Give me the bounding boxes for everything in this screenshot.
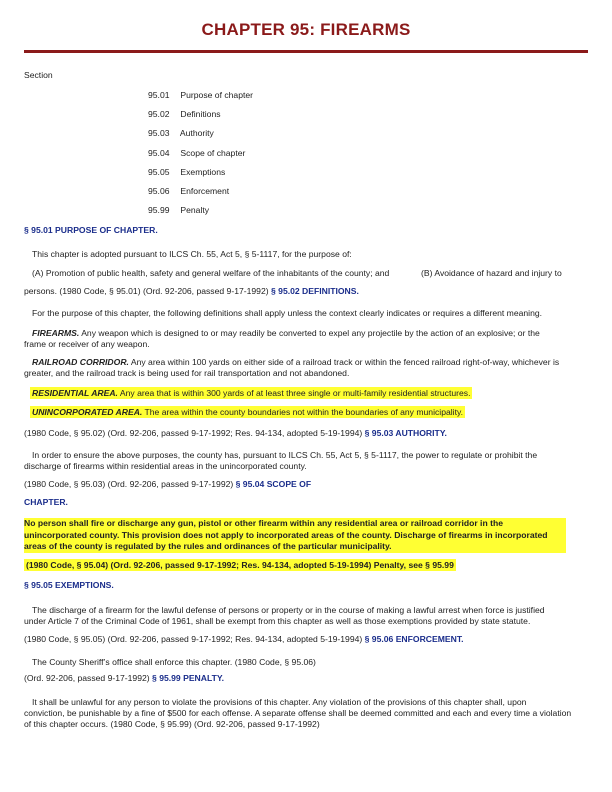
toc-number: 95.01: [148, 90, 170, 100]
scope-text-line: areas of the county is regulated by the rules and ordinances of the particular municipality.: [24, 541, 392, 551]
highlight-residential-area: [30, 387, 472, 399]
section-heading-95-04: § 95.04 SCOPE OF: [235, 479, 312, 489]
section-heading-95-05: § 95.05 EXEMPTIONS.: [24, 580, 114, 590]
purpose-intro: This chapter is adopted pursuant to ILCS Ch. 55, Act 5, § 5-1117, for the purpose of:: [32, 249, 352, 259]
toc-number: 95.03: [148, 128, 170, 138]
section-heading-95-01: § 95.01 PURPOSE OF CHAPTER.: [24, 225, 158, 235]
definitions-intro: For the purpose of this chapter, the following definitions shall apply unless the context clearly indicates or requires a different meaning.: [32, 308, 543, 318]
purpose-citation: persons. (1980 Code, § 95.01) (Ord. 92-206, passed 9-17-1992): [24, 286, 269, 296]
penalty-text-cont2: of this chapter occurs. (1980 Code, § 95.99) (Ord. 92-206, passed 9-17-1992): [24, 719, 320, 729]
section-heading-95-03: § 95.03 AUTHORITY.: [364, 428, 447, 438]
toc-number: 95.05: [148, 167, 170, 177]
enforcement-text: The County Sheriff’s office shall enforce this chapter. (1980 Code, § 95.06): [32, 657, 316, 667]
section-heading-95-99: § 95.99 PENALTY.: [152, 673, 224, 683]
toc-item[interactable]: [148, 205, 209, 216]
term-railroad-corridor: RAILROAD CORRIDOR.: [32, 357, 129, 367]
definition-unincorporated-area: The area within the county boundaries not within the boundaries of any municipality.: [144, 407, 464, 417]
highlight-unincorporated-area: [30, 406, 465, 418]
toc-label: Scope of chapter: [180, 148, 246, 158]
authority-text-cont: discharge of firearms within residential areas in the unincorporated county.: [24, 461, 307, 471]
scope-highlight-block: [24, 518, 566, 553]
toc-number: 95.99: [148, 205, 170, 215]
penalty-text-cont: conviction, be punishable by a fine of $500 for each offense. A separate offense shall be deemed committed and each and every time a violation: [24, 708, 572, 718]
term-unincorporated-area: UNINCORPORATED AREA.: [32, 407, 143, 417]
definition-railroad-corridor: Any area within 100 yards on either side of a railroad track or within the fenced railroad right-of-way, whichever is: [130, 357, 560, 367]
toc-label: Enforcement: [180, 186, 230, 196]
toc-number: 95.04: [148, 148, 170, 158]
toc-label: Penalty: [180, 205, 210, 215]
page-title: CHAPTER 95: FIREARMS: [201, 20, 411, 39]
term-firearms: FIREARMS.: [32, 328, 80, 338]
exemptions-text: The discharge of a firearm for the lawful defense of persons or property or in the course of making a lawful arrest when force is justified: [32, 605, 545, 615]
enforcement-citation: (Ord. 92-206, passed 9-17-1992): [24, 673, 150, 683]
definition-firearms: Any weapon which is designed to or may readily be converted to expel any projectile by the action of an explosive; or the: [81, 328, 540, 338]
toc-label: Exemptions: [180, 167, 226, 177]
penalty-text: It shall be unlawful for any person to violate the provisions of this chapter. Any violation of the provisions of this chapter shall, upon: [32, 697, 527, 707]
section-heading-95-02: § 95.02 DEFINITIONS.: [271, 286, 359, 296]
authority-citation: (1980 Code, § 95.03) (Ord. 92-206, passed 9-17-1992): [24, 479, 234, 489]
purpose-item-b: (B) Avoidance of hazard and injury to: [421, 268, 562, 278]
scope-text-line: unincorporated county. This provision does not apply to incorporated areas of the county. Discharge of firearms in incorporated: [24, 529, 548, 540]
section-label: Section: [24, 70, 53, 80]
toc-label: Definitions: [180, 109, 221, 119]
term-residential-area: RESIDENTIAL AREA.: [32, 388, 118, 398]
definition-residential-area: Any area that is within 300 yards of at least three single or multi-family residential structures.: [119, 388, 471, 398]
purpose-item-a: (A) Promotion of public health, safety and general welfare of the inhabitants of the county; and: [32, 268, 390, 278]
definition-firearms-cont: frame or receiver of any weapon.: [24, 339, 150, 349]
toc-item[interactable]: [148, 109, 221, 120]
section-heading-95-04-cont: CHAPTER.: [24, 497, 68, 507]
exemptions-text-cont: under Article 7 of the Criminal Code of 1961, shall be exempt from this chapter as well as those exemptions provided by state statute.: [24, 616, 531, 626]
toc-item[interactable]: [148, 186, 229, 197]
title-divider: [24, 50, 588, 53]
toc-number: 95.06: [148, 186, 170, 196]
toc-item[interactable]: [148, 148, 245, 159]
exemptions-citation: (1980 Code, § 95.05) (Ord. 92-206, passed 9-17-1992; Res. 94-134, adopted 5-19-1994): [24, 634, 363, 644]
scope-text-line: No person shall fire or discharge any gun, pistol or other firearm within any residential area or railroad corridor in the: [24, 518, 503, 528]
toc-item[interactable]: [148, 128, 214, 139]
authority-text: In order to ensure the above purposes, the county has, pursuant to ILCS Ch. 55, Act 5, § 5-1117, the power to regulate or prohibit the: [32, 450, 538, 460]
toc-number: 95.02: [148, 109, 170, 119]
definitions-citation: (1980 Code, § 95.02) (Ord. 92-206, passed 9-17-1992; Res. 94-134, adopted 5-19-1994): [24, 428, 363, 438]
definition-railroad-corridor-cont: greater, and the railroad track is being used for rail transportation and not abandoned.: [24, 368, 350, 378]
scope-citation: (1980 Code, § 95.04) (Ord. 92-206, passed 9-17-1992; Res. 94-134, adopted 5-19-1994) Penalty, see § 95.99: [26, 560, 454, 570]
toc-label: Purpose of chapter: [180, 90, 254, 100]
toc-label: Authority: [179, 128, 214, 138]
toc-item[interactable]: [148, 90, 253, 101]
section-heading-95-06: § 95.06 ENFORCEMENT.: [364, 634, 464, 644]
toc-item[interactable]: [148, 167, 225, 178]
